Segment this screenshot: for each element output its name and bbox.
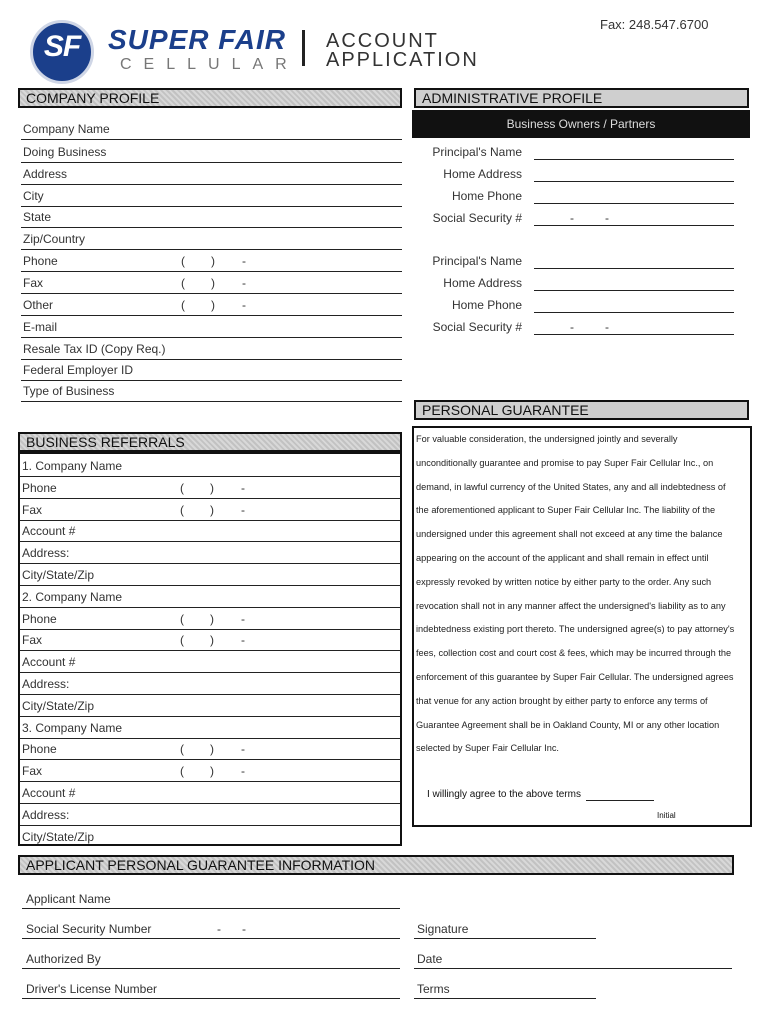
company-field-row[interactable]	[21, 229, 402, 250]
phone-paren-open: (	[181, 254, 185, 268]
page-title-line1: ACCOUNT	[326, 30, 439, 52]
admin-field-label: Home Phone	[451, 189, 522, 203]
field-label: Address	[23, 167, 68, 181]
phone-dash: -	[241, 764, 245, 779]
brand-name: SUPER FAIR	[108, 24, 287, 55]
ssn-dash: -	[242, 922, 246, 936]
referral-field-row[interactable]	[20, 609, 400, 630]
referral-field-row[interactable]	[20, 827, 400, 848]
guarantee-text-line: appearing on the account of the applicant and shall remain in effect until	[416, 553, 709, 563]
ssn-dash: -	[570, 211, 574, 225]
admin-field-label: Home Address	[443, 276, 522, 290]
admin-field-input[interactable]	[534, 181, 734, 182]
applicant-field-label: Terms	[417, 982, 450, 996]
company-field-row[interactable]	[21, 142, 402, 163]
field-label: Phone	[22, 611, 57, 626]
phone-paren-close: )	[211, 276, 215, 290]
referral-field-row[interactable]	[20, 543, 400, 564]
admin-field-input[interactable]	[534, 268, 734, 269]
company-field-row[interactable]	[21, 164, 402, 185]
phone-paren-close: )	[211, 254, 215, 268]
phone-paren-open: (	[180, 764, 184, 779]
referral-field-row[interactable]	[20, 696, 400, 717]
phone-paren-close: )	[210, 633, 214, 648]
field-label: 2. Company Name	[22, 589, 123, 604]
phone-paren-close: )	[210, 611, 214, 626]
field-label: Phone	[22, 742, 57, 757]
applicant-field-label: Applicant Name	[26, 892, 111, 906]
admin-field-label: Social Security #	[432, 211, 522, 225]
field-label: Zip/Country	[23, 232, 86, 246]
phone-dash: -	[241, 502, 245, 517]
referral-field-row[interactable]	[20, 587, 400, 608]
applicant-field-input[interactable]	[414, 968, 732, 969]
phone-paren-open: (	[181, 298, 185, 312]
personal-guarantee-header: PERSONAL GUARANTEE	[414, 400, 749, 420]
field-label: Resale Tax ID (Copy Req.)	[23, 342, 166, 356]
admin-field-label: Principal's Name	[432, 145, 522, 159]
company-field-row[interactable]	[21, 360, 402, 381]
ssn-dash: -	[570, 320, 574, 334]
applicant-field-label: Signature	[417, 922, 469, 936]
phone-paren-open: (	[180, 633, 184, 648]
applicant-field-input[interactable]	[22, 968, 400, 969]
field-label: Doing Business	[23, 145, 107, 159]
applicant-field-input[interactable]	[414, 998, 596, 999]
phone-dash: -	[241, 611, 245, 626]
referral-field-row[interactable]	[20, 456, 400, 477]
field-label: Phone	[22, 480, 57, 495]
field-label: Fax	[23, 276, 44, 290]
referral-field-row[interactable]	[20, 674, 400, 695]
admin-field-input[interactable]	[534, 203, 734, 204]
phone-paren-close: )	[210, 742, 214, 757]
field-label: Phone	[23, 254, 58, 268]
phone-dash: -	[242, 298, 246, 312]
field-label: Type of Business	[23, 384, 115, 398]
field-label: 1. Company Name	[22, 459, 123, 473]
referral-field-row[interactable]	[20, 805, 400, 826]
phone-paren-close: )	[210, 764, 214, 779]
referral-field-row[interactable]	[20, 478, 400, 499]
company-field-row[interactable]	[21, 119, 402, 140]
referral-field-row[interactable]	[20, 761, 400, 782]
title-divider	[302, 30, 305, 66]
ssn-dash: -	[605, 320, 609, 334]
field-label: Federal Employer ID	[23, 363, 134, 377]
phone-paren-open: (	[181, 276, 185, 290]
company-field-row[interactable]	[21, 207, 402, 228]
field-label: Account #	[22, 786, 76, 800]
guarantee-text-line: demand, in lawful currency of the United States, any and all indebtedness of	[416, 481, 726, 492]
field-label: Address:	[22, 677, 70, 691]
field-label: City/State/Zip	[22, 698, 95, 713]
guarantee-text-line: enforcement of this guarantee by Super Fair Cellular. The undersigned agrees	[416, 672, 734, 682]
admin-field-input[interactable]	[534, 225, 734, 226]
field-label: Fax	[22, 502, 43, 517]
guarantee-text-line: fees, collection cost and court cost & fees, which may be incurred through the	[416, 648, 732, 659]
field-label: 3. Company Name	[22, 720, 123, 735]
field-label: Other	[23, 298, 54, 312]
phone-paren-open: (	[180, 742, 184, 757]
phone-dash: -	[242, 254, 246, 268]
company-field-row[interactable]	[21, 381, 402, 402]
phone-paren-open: (	[180, 611, 184, 626]
brand-sub: CELLULAR	[120, 56, 299, 73]
company-field-row[interactable]	[21, 186, 402, 207]
applicant-field-label: Social Security Number	[26, 922, 152, 936]
applicant-guarantee-header: APPLICANT PERSONAL GUARANTEE INFORMATION	[18, 855, 734, 875]
guarantee-text-line: the aforementioned applicant to Super Fair Cellular Inc. The liability of the	[416, 505, 716, 516]
field-label: Account #	[22, 524, 76, 539]
referral-field-row[interactable]	[20, 565, 400, 586]
page-title-line2: APPLICATION	[326, 49, 479, 71]
field-label: Address:	[22, 546, 70, 561]
phone-dash: -	[242, 276, 246, 290]
guarantee-text-line: that venue for any action brought by either party to enforce any terms of	[416, 695, 708, 706]
company-field-row[interactable]	[21, 251, 402, 272]
field-label: City	[23, 189, 44, 203]
field-label: Account #	[22, 655, 76, 670]
admin-field-label: Home Phone	[451, 298, 522, 312]
phone-dash: -	[241, 480, 245, 495]
applicant-field-label: Date	[417, 952, 443, 966]
admin-subtitle-bar: Business Owners / Partners	[412, 110, 750, 138]
applicant-field-input[interactable]	[22, 998, 400, 999]
field-label: City/State/Zip	[22, 568, 95, 582]
field-label: Fax	[22, 764, 43, 779]
ssn-dash: -	[605, 211, 609, 225]
company-field-row[interactable]	[21, 317, 402, 338]
logo-mark: SF	[43, 30, 81, 63]
referral-field-row[interactable]	[20, 718, 400, 739]
guarantee-text-line: selected by Super Fair Cellular Inc.	[416, 743, 559, 754]
admin-field-label: Principal's Name	[432, 254, 522, 268]
company-field-row[interactable]	[21, 295, 402, 316]
admin-field-input[interactable]	[534, 290, 734, 291]
referral-field-row[interactable]	[20, 739, 400, 760]
company-profile-header: COMPANY PROFILE	[18, 88, 402, 108]
applicant-field-input[interactable]	[414, 938, 596, 939]
guarantee-text-line: unconditionally guarantee and promise to pay Super Fair Cellular Inc., on	[416, 457, 714, 468]
phone-paren-close: )	[210, 502, 214, 517]
field-label: City/State/Zip	[22, 829, 95, 844]
phone-dash: -	[241, 633, 245, 648]
guarantee-text-line: For valuable consideration, the undersigned jointly and severally	[416, 434, 678, 444]
referral-field-row[interactable]	[20, 783, 400, 804]
company-field-row[interactable]	[21, 339, 402, 360]
applicant-field-input[interactable]	[22, 938, 400, 939]
admin-field-label: Home Address	[443, 167, 522, 181]
guarantee-text-line: indebtedness existing port thereto. The undersigned agree(s) to pay attorney's	[416, 624, 735, 635]
referral-field-row[interactable]	[20, 652, 400, 673]
company-field-row[interactable]	[21, 273, 402, 294]
phone-paren-close: )	[211, 298, 215, 312]
initial-label: Initial	[657, 811, 676, 820]
field-label: State	[23, 210, 52, 224]
agree-statement: I willingly agree to the above terms	[427, 789, 581, 800]
field-label: Company Name	[23, 122, 110, 136]
field-label: Fax	[22, 633, 43, 648]
referral-field-row[interactable]	[20, 500, 400, 521]
applicant-field-label: Authorized By	[26, 952, 101, 966]
phone-dash: -	[241, 742, 245, 757]
admin-field-input[interactable]	[534, 159, 734, 160]
guarantee-text-line: undersigned under this agreement shall not exceed at any time the balance	[416, 529, 723, 540]
administrative-profile-header: ADMINISTRATIVE PROFILE	[414, 88, 749, 108]
business-referrals-header: BUSINESS REFERRALS	[18, 432, 402, 452]
guarantee-text-line: revocation shall not in any manner affect the undersigned's liability as to any	[416, 600, 726, 611]
applicant-field-label: Driver's License Number	[26, 982, 157, 996]
fax-number: Fax: 248.547.6700	[600, 17, 709, 32]
admin-field-input[interactable]	[534, 312, 734, 313]
admin-field-label: Social Security #	[432, 320, 522, 334]
guarantee-text-line: expressly revoked by written notice by either party to the order. Any such	[416, 576, 712, 587]
referral-field-row[interactable]	[20, 521, 400, 542]
referral-field-row[interactable]	[20, 630, 400, 651]
applicant-field-input[interactable]	[22, 908, 400, 909]
phone-paren-open: (	[180, 502, 184, 517]
ssn-dash: -	[217, 922, 221, 936]
initial-field[interactable]	[586, 800, 654, 801]
phone-paren-close: )	[210, 480, 214, 495]
field-label: Address:	[22, 807, 70, 822]
field-label: E-mail	[23, 320, 58, 334]
phone-paren-open: (	[180, 480, 184, 495]
guarantee-text-line: Guarantee Agreement shall be in Oakland County, MI or any other location	[416, 719, 720, 730]
admin-field-input[interactable]	[534, 334, 734, 335]
